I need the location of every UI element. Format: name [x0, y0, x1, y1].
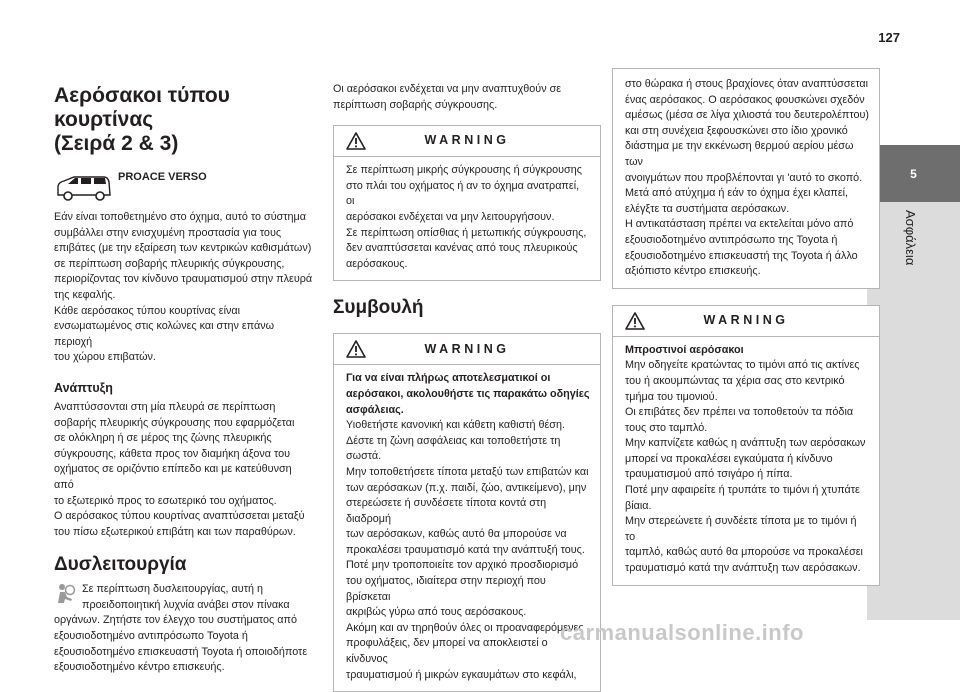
text-line: εξουσιοδοτημένο επισκευαστή της Toyota ή άλλο [625, 249, 858, 262]
continued-box [612, 68, 880, 289]
deploy-paragraph [54, 400, 314, 540]
malfunction-heading: Δυσλειτουργία [54, 554, 187, 576]
text-line: Ο αερόσακος τύπου κουρτίνας αναπτύσσεται μεταξύ [54, 510, 305, 523]
chapter-label-box [867, 202, 960, 292]
text-line: βίαια. [625, 499, 652, 512]
text-line: σύγκρουσης, κάθετα προς τον διαμήκη άξονα του [54, 447, 291, 460]
text-line: τμήμα του τιμονιού. [625, 390, 718, 403]
text-line: του χώρου επιβατών. [54, 351, 156, 364]
text-line: δεν αναπτύσσεται κανένας από τους πλευρικούς [346, 242, 578, 255]
warning-body [613, 337, 879, 585]
text-line-bold: Μπροστινοί αερόσακοι [625, 343, 744, 356]
text-line: και στη συνέχεια ξεφουσκώνει στο ίδιο χρονικό [625, 124, 848, 137]
text-line: Ποτέ μην αφαιρείτε ή τρυπάτε το τιμόνι ή χτυπάτε [625, 484, 860, 497]
text-line: περίπτωση σοβαρής σύγκρουσης. [333, 98, 498, 111]
text-line: εξουσιοδοτημένο αντιπρόσωπο Toyota ή [54, 630, 248, 643]
text-line: του οχήματος, ιδιαίτερα στην περιοχή που βρίσκεται [346, 575, 546, 603]
text-line: το εξωτερικό προς το εσωτερικό του οχήματος. [54, 494, 277, 507]
text-line: αερόσακους. [346, 257, 408, 270]
text-line-bold: ασφάλειας. [346, 403, 404, 416]
text-line: σε ολόκληρη ή σε μέρος της ζώνης πλευρικής [54, 432, 272, 445]
text-line: αξιόπιστο κέντρο επισκευής. [625, 265, 761, 278]
text-line: προφυλάξεις, δεν μπορεί να αποκλειστεί ο κίνδυνος [346, 637, 548, 666]
text-line: Κάθε αερόσακος τύπου κουρτίνας είναι [54, 304, 241, 317]
text-line: Σε περίπτωση μικρής σύγκρουσης ή σύγκρουσης [346, 164, 582, 177]
text-line: Ποτέ μην τροποποιείτε τον αρχικό προσδιορισμό [346, 559, 579, 572]
column-2 [333, 82, 601, 692]
model-name: PROACE VERSO [118, 171, 207, 183]
text-line: Εάν είναι τοποθετημένο στο όχημα, αυτό το σύστημα [54, 211, 307, 223]
malfunction-first-lines [54, 582, 314, 613]
text-line: στερεώσετε ή συνδέσετε τίποτα κοντά στη διαδρομή [346, 497, 547, 525]
text-line: ελέγξτε τα συστήματα αερόσακων. [625, 202, 790, 215]
page-number: 127 [878, 30, 900, 45]
advice-heading: Συμβουλή [333, 297, 424, 319]
warning-body [334, 157, 600, 280]
text-line: των αερόσακων (π.χ. παιδί, ζώο, αντικείμενο), μην [346, 481, 587, 494]
chapter-number: 5 [867, 145, 960, 202]
watermark: carmanualsonline.info [560, 620, 804, 645]
text-line: στο θώρακα ή στους βραχίονες όταν αναπτύσσεται [625, 78, 869, 90]
text-line: Σε περίπτωση δυσλειτουργίας, αυτή η [82, 583, 263, 596]
warning-header [334, 334, 600, 365]
warning-title: WARNING [703, 312, 789, 327]
text-line: Υιοθετήστε κανονική και κάθετη καθιστή θέση. [346, 419, 565, 432]
section-title-line2: (Σειρά 2 & 3) [54, 132, 179, 155]
warning-header [334, 126, 600, 157]
text-line: προειδοποιητική λυχνία ανάβει στον πίνακα [82, 598, 290, 611]
text-line: των αερόσακων, καθώς αυτό θα μπορούσε να [346, 528, 567, 541]
malfunction-paragraph [54, 613, 314, 675]
column-3 [612, 68, 880, 586]
text-line: αμέσως (μέσα σε λίγα χιλιοστά του δευτερολέπτου) [625, 109, 869, 122]
text-line: ακριβώς γύρω από τους αερόσακους. [346, 606, 527, 619]
text-line: τραυματισμό κατά την ανάπτυξη των αερόσακων. [625, 562, 861, 575]
text-line: σωστά. [346, 450, 382, 463]
warning-triangle-icon [346, 340, 366, 358]
van-icon [54, 174, 112, 202]
text-line: Οι αερόσακοι ενδέχεται να μην αναπτυχθούν σε [333, 83, 562, 95]
text-line: Μετά από ατύχημα ή εάν το όχημα έχει κλαπεί, [625, 187, 849, 200]
text-line: επιβάτες (με την εξαίρεση των κεντρικών καθισμάτων) [54, 242, 312, 255]
text-line-bold: αερόσακοι, ακολουθήστε τις παρακάτω οδηγίες [346, 387, 590, 400]
text-line-bold: Για να είναι πλήρως αποτελεσματικοί οι [346, 372, 551, 385]
text-line: εξουσιοδοτημένο επισκευαστή Toyota ή οποιοδήποτε [54, 645, 308, 658]
chapter-label: Ασφάλεια [903, 210, 918, 266]
text-line: Μην στερεώνετε ή συνδέετε τίποτα με το τιμόνι ή το [625, 515, 857, 543]
text-line: του πίσω εξωτερικού επιβάτη και των παραθύρων. [54, 525, 296, 538]
text-line: Σε περίπτωση οπίσθιας ή μετωπικής σύγκρουσης, [346, 226, 587, 239]
text-line: Η αντικατάσταση πρέπει να εκτελείται μόνο από [625, 218, 854, 231]
text-line: τραυματισμού ή μικρών εγκαυμάτων στο κεφάλι, [346, 668, 577, 681]
text-line: μπορεί να προκαλέσει εγκαύματα ή κίνδυνο [625, 452, 833, 465]
column-1 [54, 84, 314, 676]
intro-paragraph [54, 210, 314, 366]
text-line: ένας αερόσακος. Ο αερόσακος φουσκώνει σχεδόν [625, 93, 865, 106]
col2-intro [333, 82, 601, 113]
airbag-warning-icon [54, 582, 76, 604]
warning-triangle-icon [625, 312, 645, 330]
warning-title: WARNING [424, 133, 510, 148]
chapter-side-tab[interactable] [867, 145, 960, 620]
text-line: σοβαρής πλευρικής σύγκρουσης που εφαρμόζεται [54, 416, 295, 429]
text-line: ταμπλό, καθώς αυτό θα μπορούσε να προκαλέσει [625, 546, 863, 559]
warning-box-1 [333, 125, 601, 281]
text-line: διάστημα με την εκκένωση θερμού αερίου μέσω των [625, 140, 854, 168]
text-line: Μην καπνίζετε καθώς η ανάπτυξη των αερόσακων [625, 437, 866, 450]
text-line: περιορίζοντας τον κίνδυνο τραυματισμού στην πλευρά [54, 273, 313, 286]
warning-box-3 [612, 305, 880, 586]
warning-header [613, 306, 879, 337]
text-line: Μην τοποθετήσετε τίποτα μεταξύ των επιβατών και [346, 465, 589, 478]
text-line: ενσωματωμένος στις κολώνες και στην επάνω περιοχή [54, 320, 275, 348]
text-line: τους στο ταμπλό. [625, 421, 708, 434]
deploy-heading: Ανάπτυξη [54, 380, 113, 395]
text-line: στο πλάι του οχήματος ή αν το όχημα ανατραπεί, οι [346, 179, 580, 208]
model-row [54, 170, 314, 202]
text-line: οργάνων. Ζητήστε τον έλεγχο του συστήματος από [54, 614, 297, 627]
text-line: συμβάλλει στην ενισχυμένη προστασία για τους [54, 226, 282, 239]
warning-triangle-icon [346, 132, 366, 150]
section-title-line1: Αερόσακοι τύπου κουρτίνας [54, 84, 230, 131]
continued-body [613, 69, 879, 288]
warning-title: WARNING [424, 341, 510, 356]
text-line: εξουσιοδοτημένο αντιπρόσωπο της Toyota ή [625, 233, 838, 246]
text-line: Αναπτύσσονται στη μία πλευρά σε περίπτωση [54, 400, 276, 413]
text-line: τραυματισμού από τσιγάρο ή πίπα. [625, 468, 793, 481]
text-line: εξουσιοδοτημένο κέντρο επισκευής. [54, 661, 225, 674]
text-line: της κεφαλής. [54, 288, 116, 301]
text-line: αερόσακοι ενδέχεται να μην λειτουργήσουν. [346, 210, 555, 223]
text-line: ανοιγμάτων που προβλέπονται γι 'αυτό το σκοπό. [625, 171, 863, 184]
text-line: του ή ακουμπώντας τα χέρια σας στο κεντρικό [625, 374, 845, 387]
text-line: οχήματος σε οριζόντιο επίπεδο και με κατεύθυνση από [54, 463, 292, 491]
text-line: προκαλέσει τραυματισμό κατά την ανάπτυξή τους. [346, 543, 585, 556]
text-line: Οι επιβάτες δεν πρέπει να τοποθετούν τα πόδια [625, 406, 854, 419]
text-line: Μην οδηγείτε κρατώντας το τιμόνι από τις ακτίνες [625, 359, 860, 372]
text-line: σε περίπτωση σοβαρής πλευρικής σύγκρουσης, [54, 257, 285, 270]
text-line: Ακόμη και αν τηρηθούν όλες οι προαναφερόμενες [346, 621, 584, 634]
text-line: Δέστε τη ζώνη ασφάλειας και τοποθετήστε τη [346, 434, 561, 447]
